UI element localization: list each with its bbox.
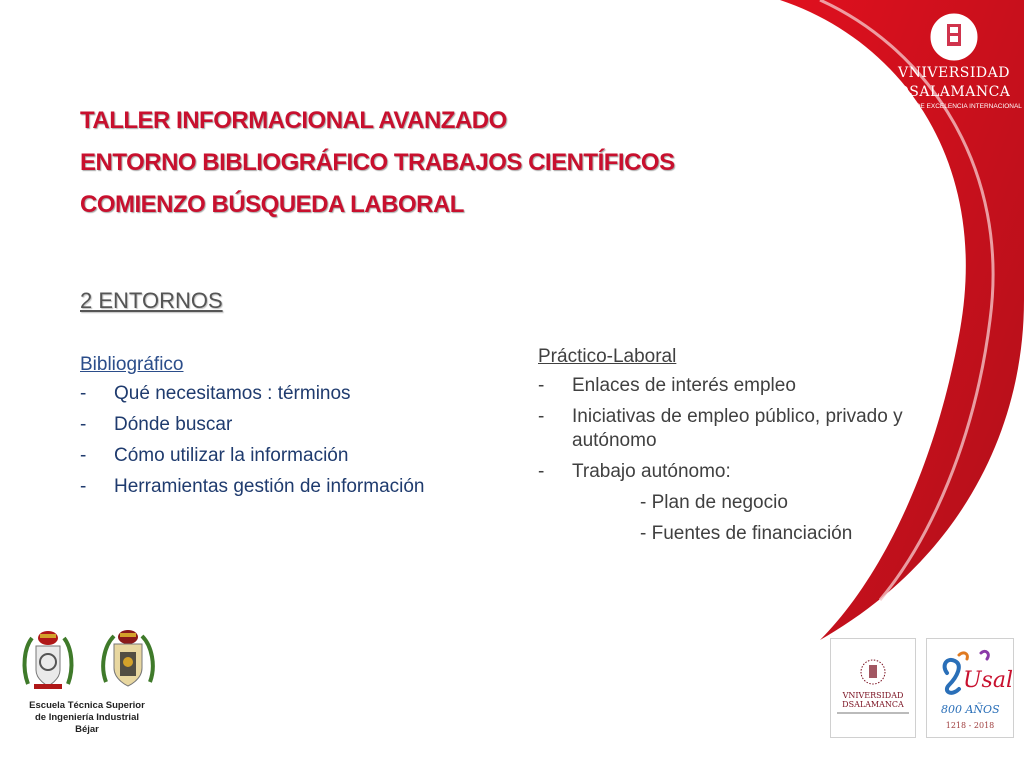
bibliographic-heading: Bibliográfico (80, 354, 184, 375)
list-item-text: Herramientas gestión de información (114, 476, 425, 497)
small-name-line1: VNIVERSIDAD (842, 691, 904, 700)
title-line-1: TALLER INFORMACIONAL AVANZADO (80, 107, 507, 134)
bullet-dash: - (538, 375, 545, 396)
school-name (22, 700, 152, 736)
list-item-text: Trabajo autónomo: (572, 461, 731, 482)
bibliographic-column (80, 354, 474, 506)
list-item (80, 475, 474, 499)
list-item-text: Dónde buscar (114, 414, 233, 435)
list-item (80, 444, 474, 468)
list-item (80, 413, 474, 437)
list-item (80, 382, 474, 406)
school-name-line3: Béjar (75, 724, 99, 735)
usal-brand-text: Usal (963, 668, 1013, 693)
engineering-crest-icon (100, 628, 156, 694)
title-line-3: COMIENZO BÚSQUEDA LABORAL (80, 191, 464, 218)
university-name-line1: VNIVERSIDAD (898, 65, 1010, 81)
list-item-text: Qué necesitamos : términos (114, 383, 351, 404)
bullet-dash: - (80, 414, 87, 435)
small-university-name (831, 691, 915, 709)
university-campus-label: CAMPUS DE EXCELENCIA INTERNACIONAL (886, 103, 1022, 110)
bullet-dash: - (538, 461, 545, 482)
university-seal-icon (929, 12, 979, 62)
small-seal-icon (860, 659, 886, 685)
list-item-text: Enlaces de interés empleo (572, 375, 796, 396)
practical-labor-heading: Práctico-Laboral (538, 346, 677, 367)
bullet-dash: - (538, 406, 545, 427)
small-campus-line (837, 712, 909, 714)
university-name-line2: DSALAMANCA (897, 84, 1011, 100)
anniversary-logo (926, 638, 1014, 738)
university-small-logo (830, 638, 916, 738)
school-name-line2: de Ingeniería Industrial (35, 712, 139, 723)
list-item (538, 405, 932, 453)
800-anos-text: 800 AÑOS (941, 703, 1000, 716)
university-logo (886, 12, 1022, 110)
sub-list-item: - Fuentes de financiación (640, 523, 853, 544)
anniversary-years: 1218 - 2018 (945, 721, 995, 730)
title-line-2: ENTORNO BIBLIOGRÁFICO TRABAJOS CIENTÍFICOS (80, 149, 675, 176)
school-name-line1: Escuela Técnica Superior (29, 700, 145, 711)
small-name-line2: DSALAMANCA (842, 700, 904, 709)
list-item-text: Cómo utilizar la información (114, 445, 349, 466)
practical-labor-column (538, 346, 932, 553)
bullet-dash: - (80, 445, 87, 466)
list-item (538, 374, 932, 398)
usal-800-logo-icon (933, 645, 1013, 719)
bullet-dash: - (80, 383, 87, 404)
list-item-text: Iniciativas de empleo público, privado y autónomo (572, 406, 903, 451)
slide-title (80, 100, 675, 226)
section-subtitle: 2 ENTORNOS (80, 288, 223, 313)
sub-list-item: - Plan de negocio (640, 492, 788, 513)
school-crest-icon (22, 628, 74, 694)
bullet-dash: - (80, 476, 87, 497)
list-item (538, 460, 932, 484)
